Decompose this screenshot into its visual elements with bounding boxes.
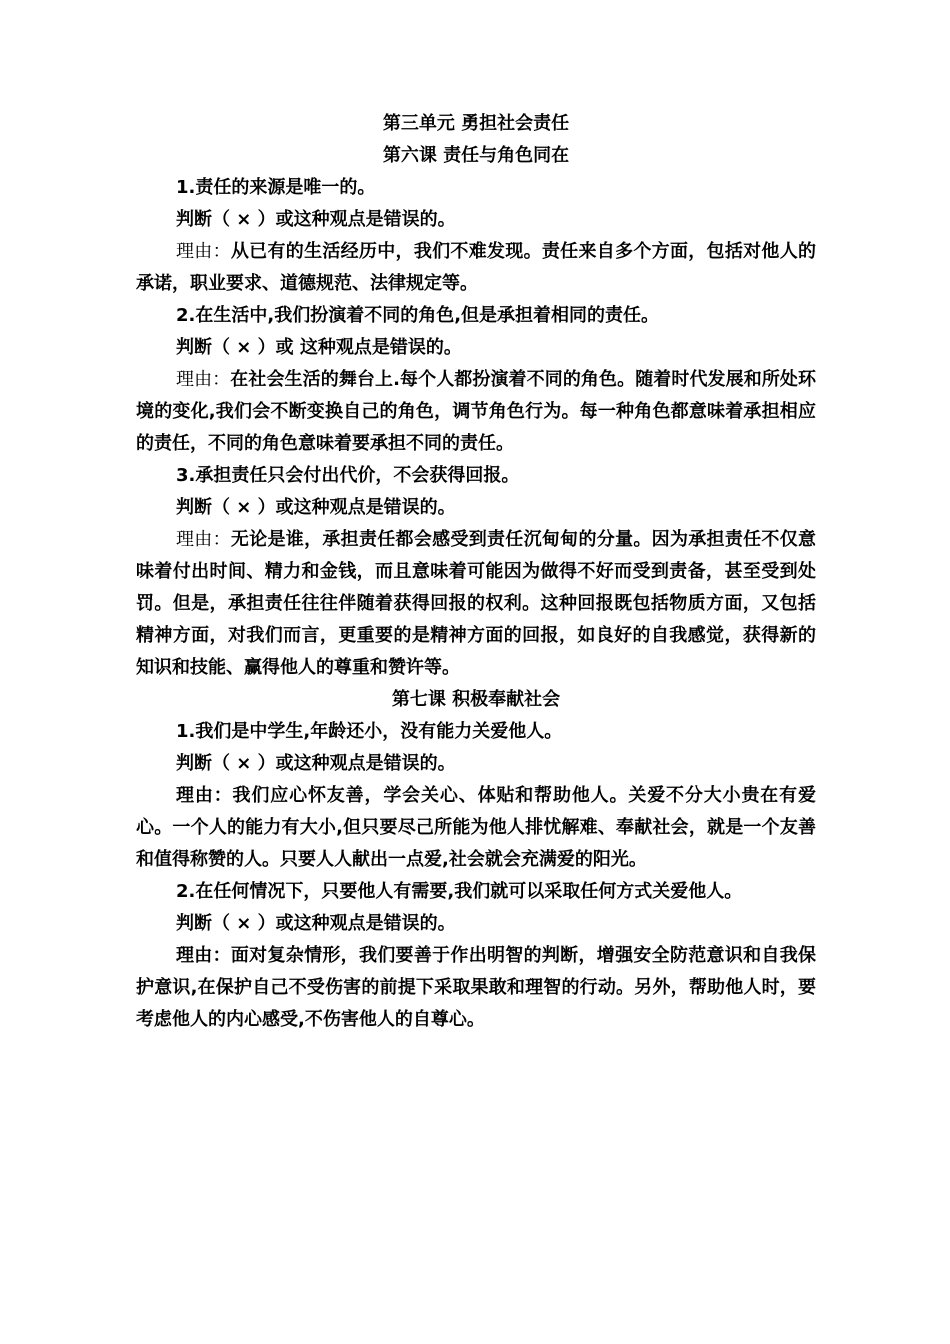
reason-label: 理由： bbox=[176, 241, 231, 262]
reason-text: 在社会生活的舞台上.每个人都扮演着不同的角色。随着时代发展和所处环境的变化,我们会不断变换自己的角色，调节角色行为。每一种角色都意味着承担相应的责任，不同的角色意味着要承担不同的责任。 bbox=[136, 369, 817, 454]
question: 3.承担责任只会付出代价，不会获得回报。 bbox=[176, 465, 520, 486]
reason-paragraph bbox=[136, 940, 816, 1036]
question: 1.我们是中学生,年龄还小，没有能力关爱他人。 bbox=[176, 721, 563, 742]
reason-paragraph bbox=[136, 364, 816, 460]
reason-label: 理由： bbox=[176, 945, 231, 966]
question: 1.责任的来源是唯一的。 bbox=[176, 177, 376, 198]
reason-label: 理由： bbox=[176, 785, 233, 806]
reason-paragraph bbox=[136, 524, 816, 684]
reason-paragraph bbox=[136, 780, 816, 876]
unit-title: 第三单元 勇担社会责任 bbox=[382, 113, 570, 134]
reason-text: 无论是谁，承担责任都会感受到责任沉甸甸的分量。因为承担责任不仅意味着付出时间、精力和金钱，而且意味着可能因为做得不好而受到责备，甚至受到处罚。但是，承担责任往往伴随着获得回报的权利。这种回报既包括物质方面，又包括精神方面，对我们而言，更重要的是精神方面的回报，如良好的自我感觉，获得新的知识和技能、赢得他人的尊重和赞许等。 bbox=[136, 529, 817, 678]
reason-text: 我们应心怀友善，学会关心、体贴和帮助他人。关爱不分大小贵在有爱心。一个人的能力有大小,但只要尽己所能为他人排忧解难、奉献社会，就是一个友善和值得称赞的人。只要人人献出一点爱,社会就会充满爱的阳光。 bbox=[136, 785, 816, 870]
judgement: 判断（ × ）或这种观点是错误的。 bbox=[176, 913, 456, 934]
reason-text: 从已有的生活经历中，我们不难发现。责任来自多个方面，包括对他人的承诺，职业要求、道德规范、法律规定等。 bbox=[136, 241, 817, 294]
question: 2.在生活中,我们扮演着不同的角色,但是承担着相同的责任。 bbox=[176, 305, 660, 326]
judgement: 判断（ × ）或这种观点是错误的。 bbox=[176, 497, 456, 518]
reason-label: 理由： bbox=[176, 529, 231, 550]
question: 2.在任何情况下，只要他人有需要,我们就可以采取任何方式关爱他人。 bbox=[176, 881, 743, 902]
lesson-title: 第七课 积极奉献社会 bbox=[391, 689, 561, 710]
judgement: 判断（ × ）或这种观点是错误的。 bbox=[176, 753, 456, 774]
judgement: 判断（ × ）或 这种观点是错误的。 bbox=[176, 337, 462, 358]
document-page bbox=[136, 108, 816, 1036]
reason-paragraph bbox=[136, 236, 816, 300]
judgement: 判断（ × ）或这种观点是错误的。 bbox=[176, 209, 456, 230]
reason-label: 理由： bbox=[176, 369, 231, 390]
reason-text: 面对复杂情形，我们要善于作出明智的判断，增强安全防范意识和自我保护意识,在保护自己不受伤害的前提下采取果敢和理智的行动。另外，帮助他人时，要考虑他人的内心感受,不伤害他人的自尊心。 bbox=[136, 945, 817, 1030]
lesson-title: 第六课 责任与角色同在 bbox=[382, 145, 570, 166]
